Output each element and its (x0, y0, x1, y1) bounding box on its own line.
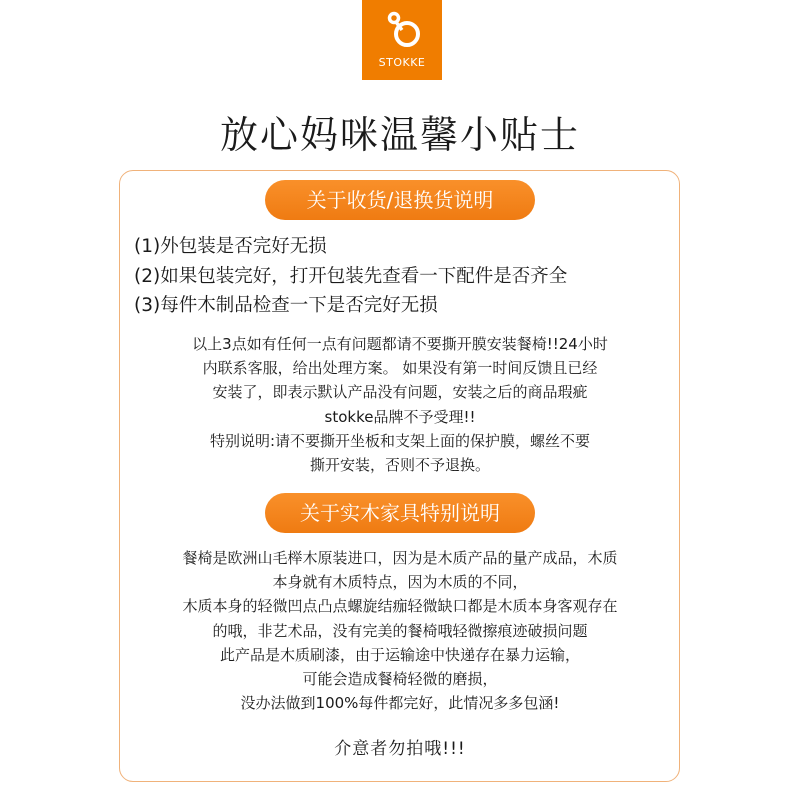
brand-logo-text: STOKKE (378, 56, 426, 69)
paragraph-line: 本身就有木质特点，因为木质的不同， (272, 573, 528, 592)
stokke-logo-icon (380, 10, 424, 54)
closing-note: 介意者勿拍哦!!! (334, 739, 466, 759)
paragraph-line: 撕开安装，否则不予退换。 (309, 456, 490, 475)
paragraph-line: 餐椅是欧洲山毛榉木原装进口，因为是木质产品的量产成品，木质 (182, 549, 618, 567)
check-item: (3)每件木制品检查一下是否完好无损 (134, 295, 438, 316)
section-heading-returns: 关于收货/退换货说明 (265, 180, 535, 220)
returns-paragraph (120, 332, 680, 477)
check-item: (1)外包装是否完好无损 (134, 236, 327, 257)
paragraph-line: 此产品是木质刷漆，由于运输途中快递存在暴力运输， (219, 645, 580, 664)
paragraph-line: 以上3点如有任何一点有问题都请不要撕开膜安装餐椅!!24小时 (192, 335, 608, 353)
page-title: 放心妈咪温馨小贴士 (219, 113, 580, 157)
paragraph-line: 安装了，即表示默认产品没有问题，安装之后的商品瑕疵 (212, 383, 588, 402)
check-item: (2)如果包装完好，打开包装先查看一下配件是否齐全 (134, 265, 568, 287)
section-heading-wood: 关于实木家具特别说明 (265, 493, 535, 533)
paragraph-line: 特别说明:请不要撕开坐板和支架上面的保护膜，螺丝不要 (209, 431, 591, 450)
paragraph-line: 没办法做到100%每件都完好，此情况多多包涵! (240, 694, 560, 713)
paragraph-line: 可能会造成餐椅轻微的磨损， (302, 670, 498, 689)
wood-paragraph (120, 546, 680, 715)
check-list (134, 232, 567, 320)
paragraph-line: 木质本身的轻微凹点凸点螺旋结痂轻微缺口都是木质本身客观存在 (182, 597, 618, 616)
paragraph-line: stokke品牌不予受理!! (324, 407, 476, 426)
paragraph-line: 内联系客服，给出处理方案。 如果没有第一时间反馈且已经 (202, 359, 598, 378)
paragraph-line: 的哦，非艺术品，没有完美的餐椅哦轻微擦痕迹破损问题 (212, 621, 588, 640)
brand-logo (362, 0, 442, 80)
